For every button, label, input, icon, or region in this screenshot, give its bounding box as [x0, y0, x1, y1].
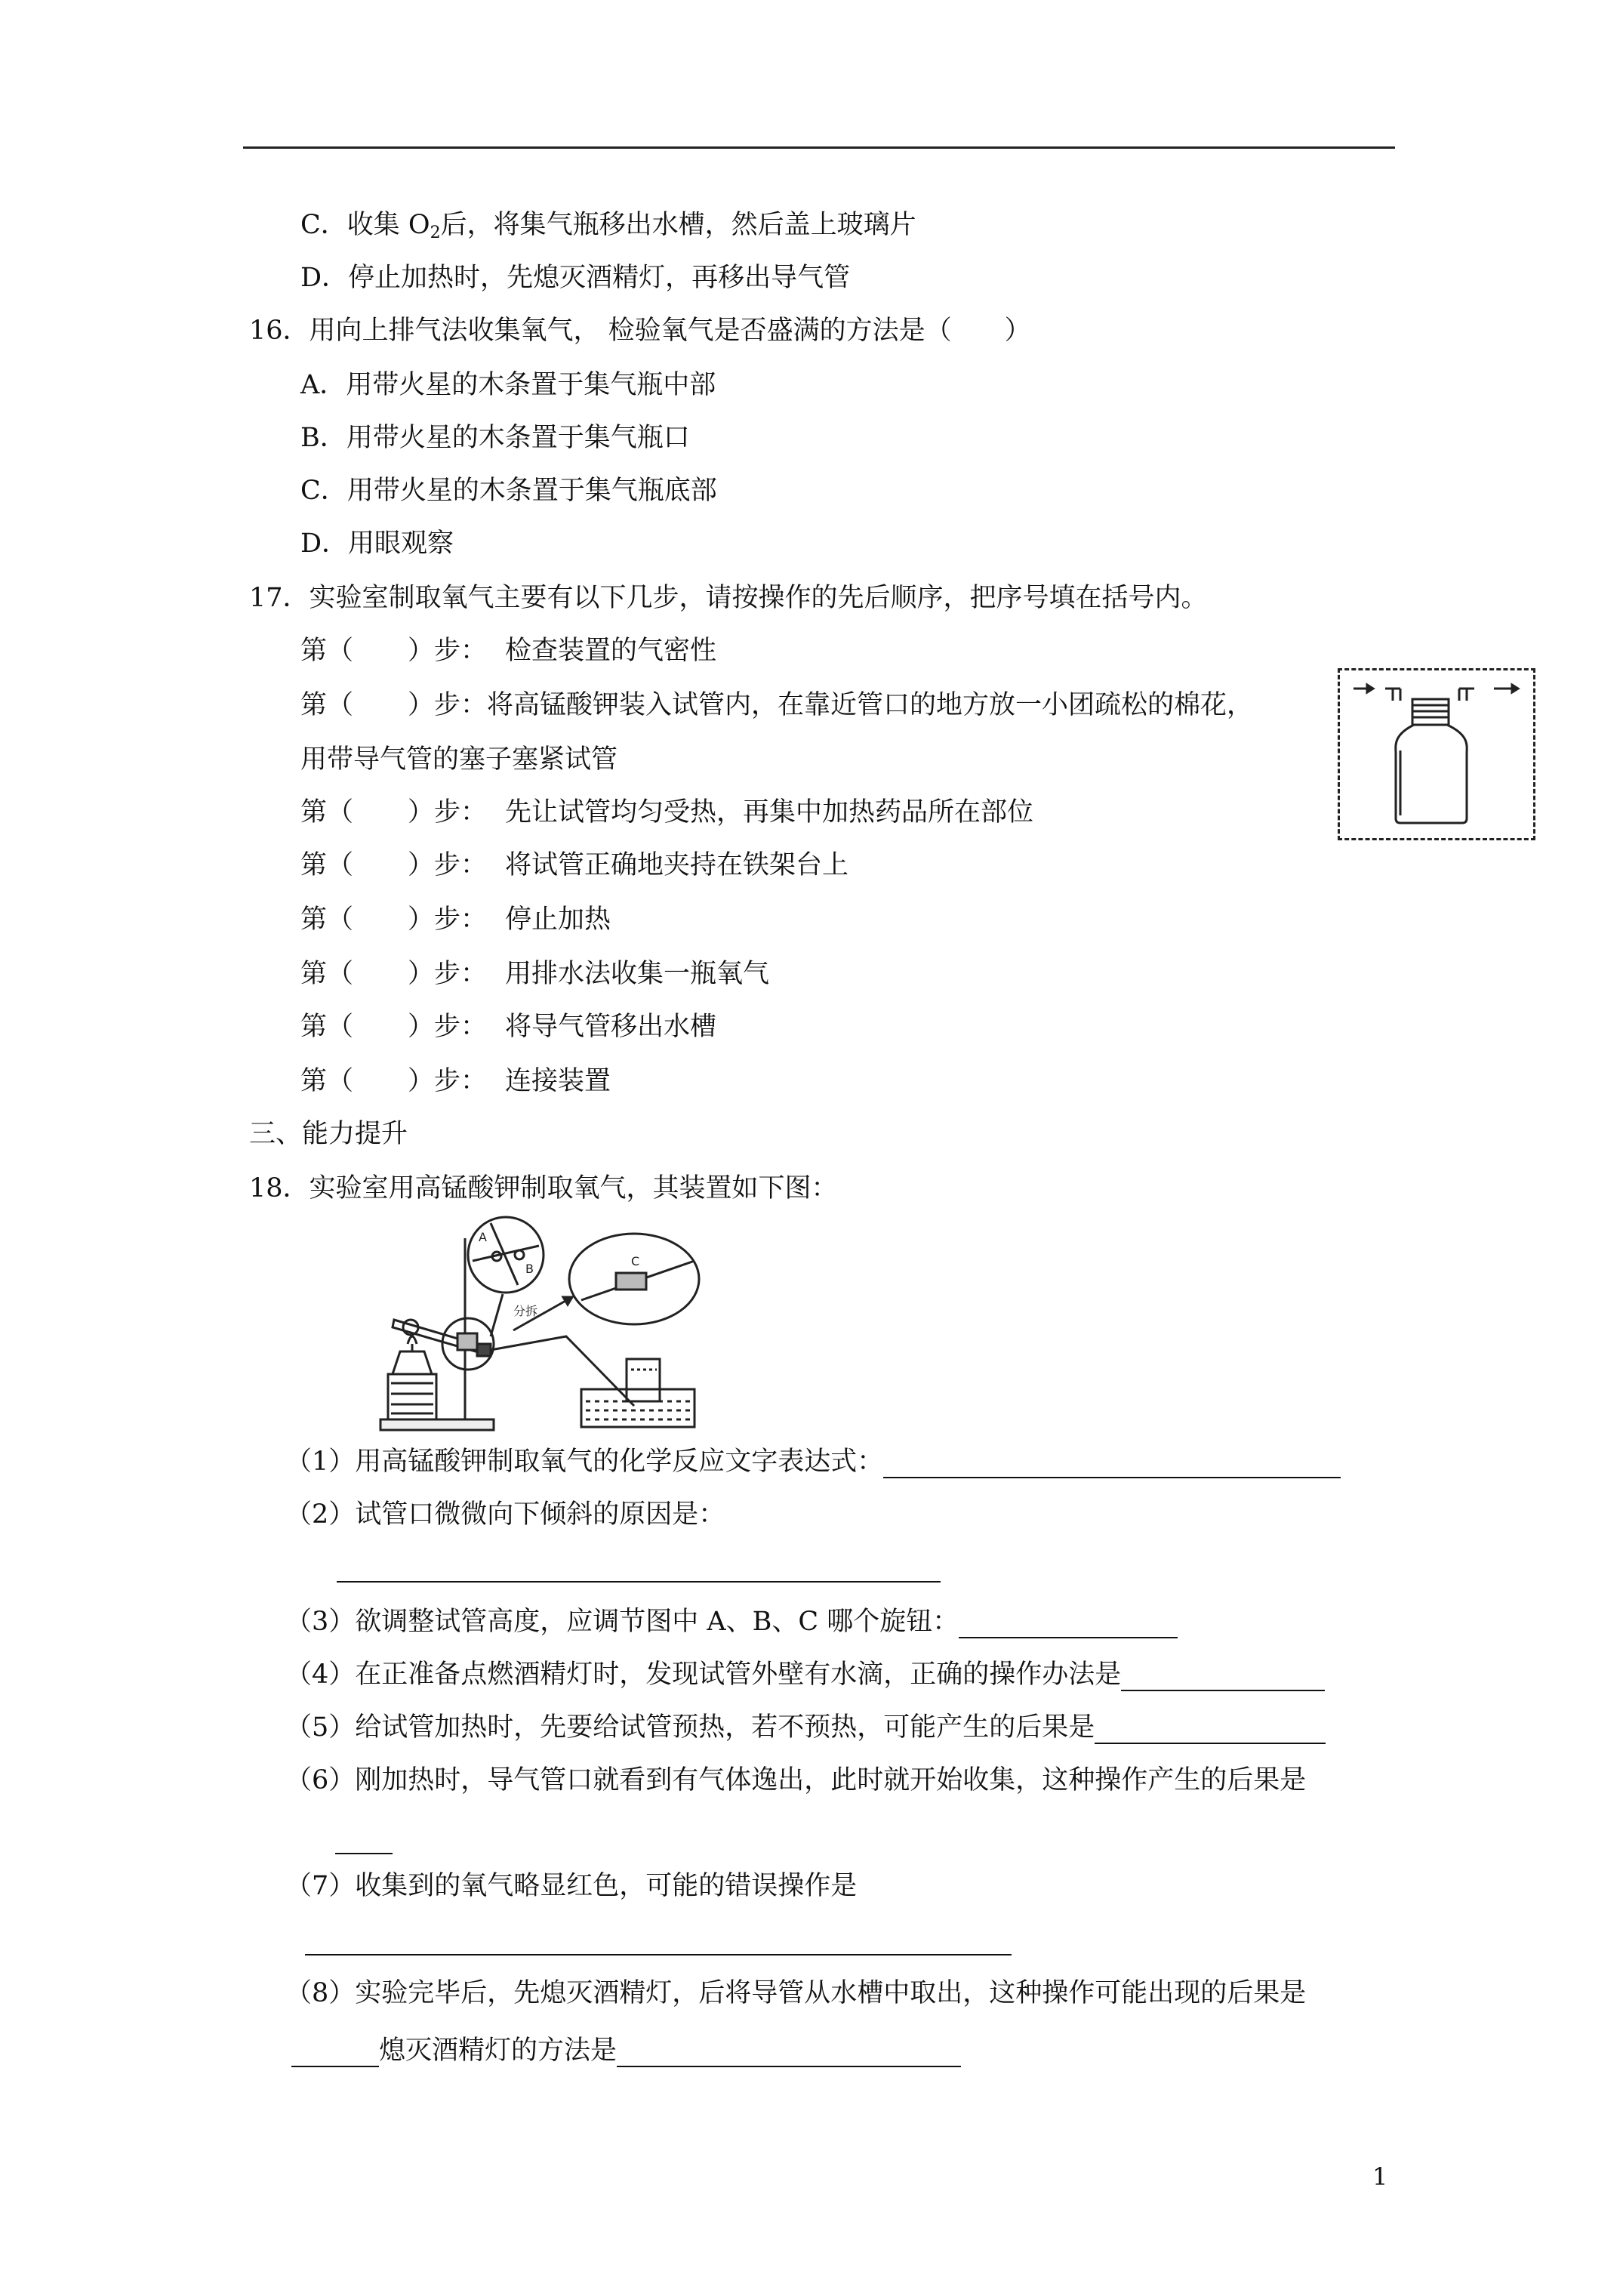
- q18-part-6: （6）刚加热时，导气管口就看到有气体逸出，此时就开始收集，这种操作产生的后果是: [285, 1765, 1307, 1795]
- q18-part-1: [285, 1445, 1341, 1478]
- answer-blank[interactable]: [337, 1579, 941, 1583]
- q16-option-c: C．用带火星的木条置于集气瓶底部: [300, 476, 717, 506]
- step-text: 检查装置的气密性: [505, 636, 717, 666]
- answer-blank[interactable]: [1095, 1717, 1326, 1744]
- q15-option-c-text: C．收集 O: [300, 210, 430, 240]
- answer-blank[interactable]: [883, 1451, 1341, 1478]
- oxygen-apparatus-figure: [377, 1216, 770, 1435]
- q18-part-8-second-line: [291, 2034, 961, 2067]
- q18-part-2: （2）试管口微微向下倾斜的原因是：: [285, 1499, 725, 1530]
- q15-option-c-text-end: 后，将集气瓶移出水槽，然后盖上玻璃片: [440, 210, 916, 240]
- q18-stem: 18．实验室用高锰酸钾制取氧气，其装置如下图：: [249, 1173, 838, 1203]
- q16-option-b: B．用带火星的木条置于集气瓶口: [300, 423, 690, 453]
- q15-option-c-subscript: 2: [430, 223, 441, 242]
- lab-apparatus-illustration: [377, 1216, 770, 1435]
- header-rule: [243, 146, 1395, 149]
- answer-blank[interactable]: [617, 2040, 961, 2067]
- step-prefix: 第（: [300, 636, 354, 666]
- step-suffix: ）步：: [408, 1012, 488, 1042]
- step-text: 停止加热: [505, 905, 611, 935]
- q18-part-3-text: （3）欲调整试管高度，应调节图中 A、B、C 哪个旋钮：: [285, 1607, 959, 1637]
- step-text: 将导气管移出水槽: [505, 1012, 717, 1042]
- q17-step-6: [300, 957, 769, 991]
- q17-step-2-continuation: 用带导气管的塞子塞紧试管: [300, 744, 618, 775]
- q18-part-3: [285, 1605, 1178, 1638]
- step-suffix: ）步：: [408, 797, 488, 827]
- step-suffix: ）步：: [408, 850, 488, 880]
- step-text: 将试管正确地夹持在铁架台上: [505, 850, 849, 880]
- step-prefix: 第（: [300, 797, 354, 827]
- q15-option-d: D．停止加热时，先熄灭酒精灯，再移出导气管: [300, 263, 851, 293]
- q15-option-c: [300, 208, 916, 250]
- page-number: 1: [1372, 2162, 1388, 2191]
- step-text: 用排水法收集一瓶氧气: [505, 959, 770, 989]
- step-suffix: ）步：: [408, 905, 488, 935]
- q16-option-d: D．用眼观察: [300, 529, 454, 559]
- answer-blank[interactable]: [1121, 1664, 1325, 1691]
- step-prefix: 第（: [300, 1066, 354, 1096]
- step-prefix: 第（: [300, 905, 354, 935]
- q17-step-4: [300, 849, 848, 882]
- step-prefix: 第（: [300, 959, 354, 989]
- answer-blank[interactable]: [305, 1952, 1012, 1955]
- q18-part-7: （7）收集到的氧气略显红色，可能的错误操作是: [285, 1871, 858, 1901]
- q18-part-1-text: （1）用高锰酸钾制取氧气的化学反应文字表达式：: [285, 1447, 884, 1477]
- label-a: A: [479, 1230, 487, 1244]
- step-prefix: 第（: [300, 690, 354, 720]
- step-prefix: 第（: [300, 850, 354, 880]
- q18-part-5: [285, 1711, 1326, 1744]
- q17-step-7: [300, 1010, 716, 1043]
- step-suffix: ）步：: [408, 959, 488, 989]
- step-prefix: 第（: [300, 1012, 354, 1042]
- q17-stem: 17．实验室制取氧气主要有以下几步，请按操作的先后顺序，把序号填在括号内。: [249, 583, 1208, 613]
- q16-stem: 16．用向上排气法收集氧气， 检验氧气是否盛满的方法是（ ）: [249, 316, 1031, 346]
- q18-part-4: [285, 1658, 1325, 1691]
- label-split: 分拆: [513, 1304, 538, 1318]
- section-3-title: 三、能力提升: [249, 1119, 408, 1149]
- q17-step-5: [300, 903, 611, 936]
- q17-step-1: [300, 634, 716, 667]
- step-text: 先让试管均匀受热，再集中加热药品所在部位: [505, 797, 1034, 827]
- answer-blank[interactable]: [959, 1611, 1178, 1638]
- label-c: C: [631, 1254, 640, 1268]
- q18-part-8: （8）实验完毕后，先熄灭酒精灯，后将导管从水槽中取出，这种操作可能出现的后果是: [285, 1978, 1307, 2008]
- gas-bottle-figure: [1338, 668, 1535, 840]
- step-text: 连接装置: [505, 1066, 611, 1096]
- q18-part-5-text: （5）给试管加热时，先要给试管预热，若不预热，可能产生的后果是: [285, 1712, 1095, 1743]
- q17-step-8: [300, 1065, 611, 1098]
- answer-blank[interactable]: [335, 1851, 393, 1854]
- q18-part-4-text: （4）在正准备点燃酒精灯时，发现试管外壁有水滴，正确的操作办法是: [285, 1660, 1122, 1690]
- label-b: B: [525, 1262, 534, 1276]
- q16-option-a: A．用带火星的木条置于集气瓶中部: [300, 370, 716, 400]
- step-suffix: ）步：: [408, 1066, 488, 1096]
- step-suffix: ）步：: [408, 690, 488, 720]
- step-suffix: ）步：: [408, 636, 488, 666]
- q17-step-3: [300, 796, 1033, 829]
- q18-part-8b-text: 熄灭酒精灯的方法是: [379, 2036, 617, 2066]
- gas-bottle-icon: [1340, 670, 1533, 838]
- q17-step-2: [300, 689, 1253, 722]
- answer-blank[interactable]: [291, 2040, 379, 2067]
- step-text: 将高锰酸钾装入试管内，在靠近管口的地方放一小团疏松的棉花，: [487, 690, 1254, 720]
